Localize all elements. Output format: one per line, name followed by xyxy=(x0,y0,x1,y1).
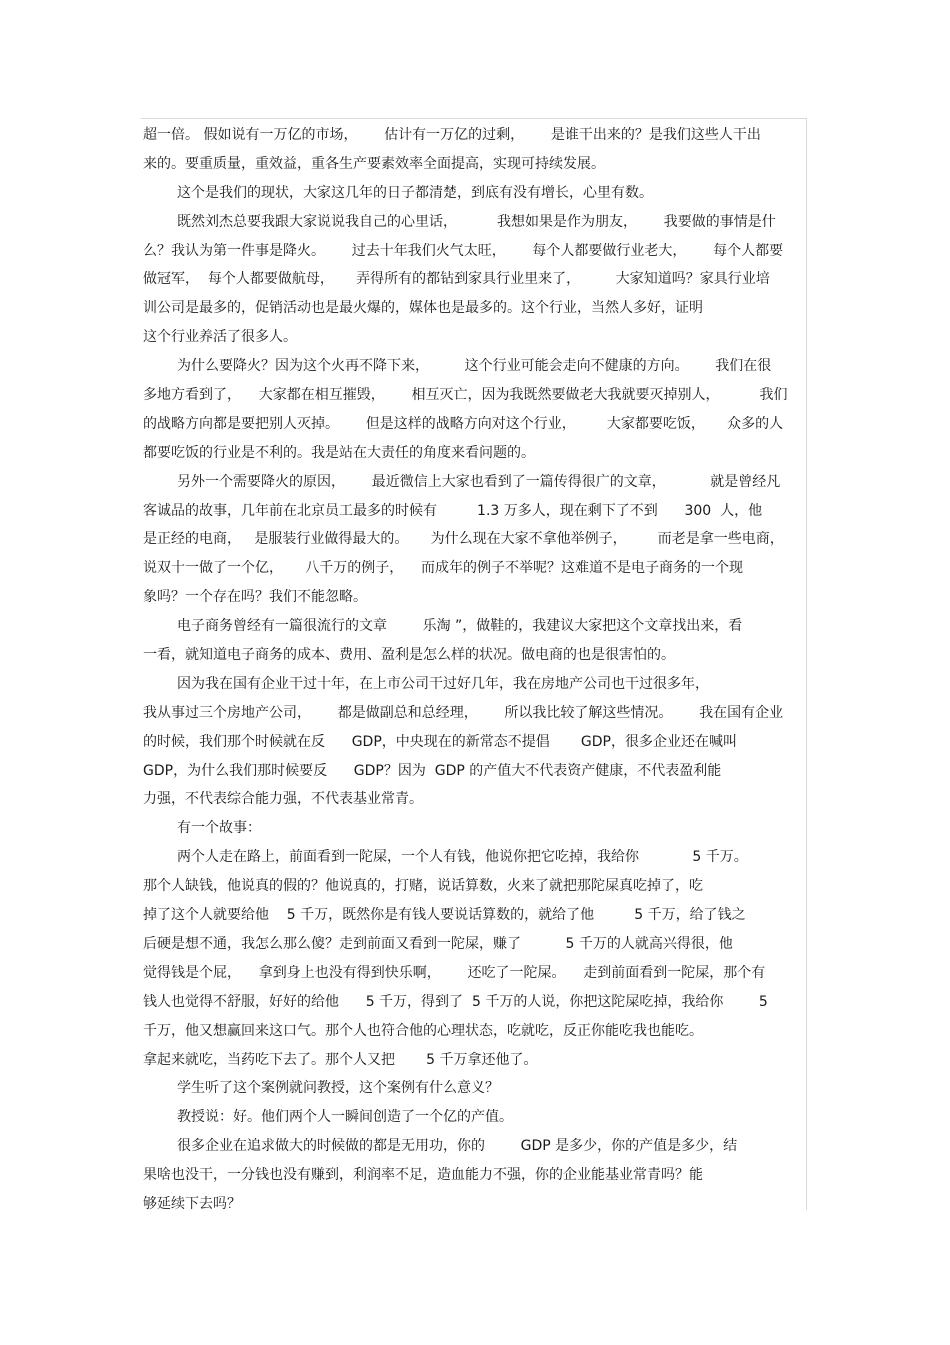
text-line: 千万，他又想赢回来这口气。那个人也符合他的心理状态，吃就吃，反正你能吃我也能吃。 xyxy=(143,1022,703,1039)
text-line: 学生听了这个案例就问教授，这个案例有什么意义？ xyxy=(177,1080,499,1097)
text-line: 训公司是最多的，促销活动也是最火爆的，媒体也是最多的。这个行业，当然人多好，证明 xyxy=(143,300,703,317)
text-line: 教授说：好。他们两个人一瞬间创造了一个亿的产值。 xyxy=(177,1109,513,1126)
text-line: 很多企业在追求做大的时候做的都是无用功，你的 GDP 是多少，你的产值是多少，结 xyxy=(177,1138,738,1155)
text-line: 做冠军， 每个人都要做航母， 弄得所有的都钻到家具行业里来了， 大家知道吗？家具行业培 xyxy=(143,271,770,288)
text-line: 这个是我们的现状，大家这几年的日子都清楚，到底有没有增长，心里有数。 xyxy=(177,184,653,201)
text-line: 够延续下去吗？ xyxy=(143,1195,241,1212)
text-line: 么？我认为第一件事是降火。 过去十年我们火气太旺， 每个人都要做行业老大， 每个人都要 xyxy=(143,242,784,259)
text-line: 为什么要降火？因为这个火再不降下来， 这个行业可能会走向不健康的方向。 我们在很 xyxy=(177,358,772,375)
text-line: 的战略方向都是要把别人灭掉。 但是这样的战略方向对这个行业， 大家都要吃饭， 众多的人 xyxy=(143,415,784,432)
text-line: 是正经的电商， 是服装行业做得最大的。 为什么现在大家不拿他举例子， 而老是拿一些电商， xyxy=(143,531,784,548)
text-line: 因为我在国有企业干过十年，在上市公司干过好几年，我在房地产公司也干过很多年， xyxy=(177,675,709,692)
text-line: 拿起来就吃，当药吃下去了。那个人又把 5 千万拿还他了。 xyxy=(143,1051,538,1068)
text-line: 的时候，我们那个时候就在反 GDP，中央现在的新常态不提倡 GDP，很多企业还在喊叫 xyxy=(143,733,737,750)
text-line: 掉了这个人就要给他 5 千万，既然你是有钱人要说话算数的，就给了他 5 千万，给了钱之 xyxy=(143,907,746,924)
text-line: 另外一个需要降火的原因， 最近微信上大家也看到了一篇传得很广的文章， 就是曾经凡 xyxy=(177,473,781,490)
document-body xyxy=(143,121,807,1219)
text-line: 这个行业养活了很多人。 xyxy=(143,329,297,346)
text-line: 钱人也觉得不舒服，好好的给他 5 千万，得到了 5 千万的人说，你把这陀屎吃掉，我给你 5 xyxy=(143,993,768,1010)
text-line: 后硬是想不通，我怎么那么傻？走到前面又看到一陀屎，赚了 5 千万的人就高兴得很，他 xyxy=(143,935,733,952)
text-line: 有一个故事： xyxy=(177,820,261,837)
text-line: 象吗？一个存在吗？我们不能忽略。 xyxy=(143,589,367,606)
text-line: 觉得钱是个屁， 拿到身上也没有得到快乐啊， 还吃了一陀屎。 走到前面看到一陀屎，那个有 xyxy=(143,964,766,981)
text-line: 我从事过三个房地产公司， 都是做副总和总经理， 所以我比较了解这些情况。 我在国有企业 xyxy=(143,704,784,721)
text-line: 来的。要重质量，重效益，重各生产要素效率全面提高，实现可持续发展。 xyxy=(143,155,605,172)
text-line: 一看，就知道电子商务的成本、费用、盈利是怎么样的状况。做电商的也是很害怕的。 xyxy=(143,647,675,664)
text-line: 力强，不代表综合能力强，不代表基业常青。 xyxy=(143,791,423,808)
text-line: 那个人缺钱，他说真的假的？他说真的，打赌，说话算数，火来了就把那陀屎真吃掉了，吃 xyxy=(143,878,703,895)
text-line: 客诚品的故事，几年前在北京员工最多的时候有 1.3 万多人，现在剩下了不到 300 人，他 xyxy=(143,502,763,519)
text-line: 既然刘杰总要我跟大家说说我自己的心里话， 我想如果是作为朋友， 我要做的事情是什 xyxy=(177,213,776,230)
text-line: 两个人走在路上，前面看到一陀屎，一个人有钱，他说你把它吃掉，我给你 5 千万。 xyxy=(177,849,748,866)
text-line: GDP，为什么我们那时候要反 GDP？因为 GDP 的产值大不代表资产健康，不代表盈利能 xyxy=(143,762,722,779)
text-line: 超一倍。 假如说有一万亿的市场， 估计有一万亿的过剩， 是谁干出来的？是我们这些人干出 xyxy=(143,127,761,143)
text-line: 多地方看到了， 大家都在相互摧毁， 相互灭亡，因为我既然要做老大我就要灭掉别人， 我们 xyxy=(143,387,788,404)
text-line: 说双十一做了一个亿， 八千万的例子， 而成年的例子不举呢？这难道不是电子商务的一个现 xyxy=(143,560,744,577)
text-line: 果啥也没干，一分钱也没有赚到，利润率不足，造血能力不强，你的企业能基业常青吗？能 xyxy=(143,1167,703,1184)
text-line: 电子商务曾经有一篇很流行的文章 乐淘 ”，做鞋的，我建议大家把这个文章找出来，看 xyxy=(177,618,743,635)
text-line: 都要吃饭的行业是不利的。我是站在大责任的角度来看问题的。 xyxy=(143,444,535,461)
